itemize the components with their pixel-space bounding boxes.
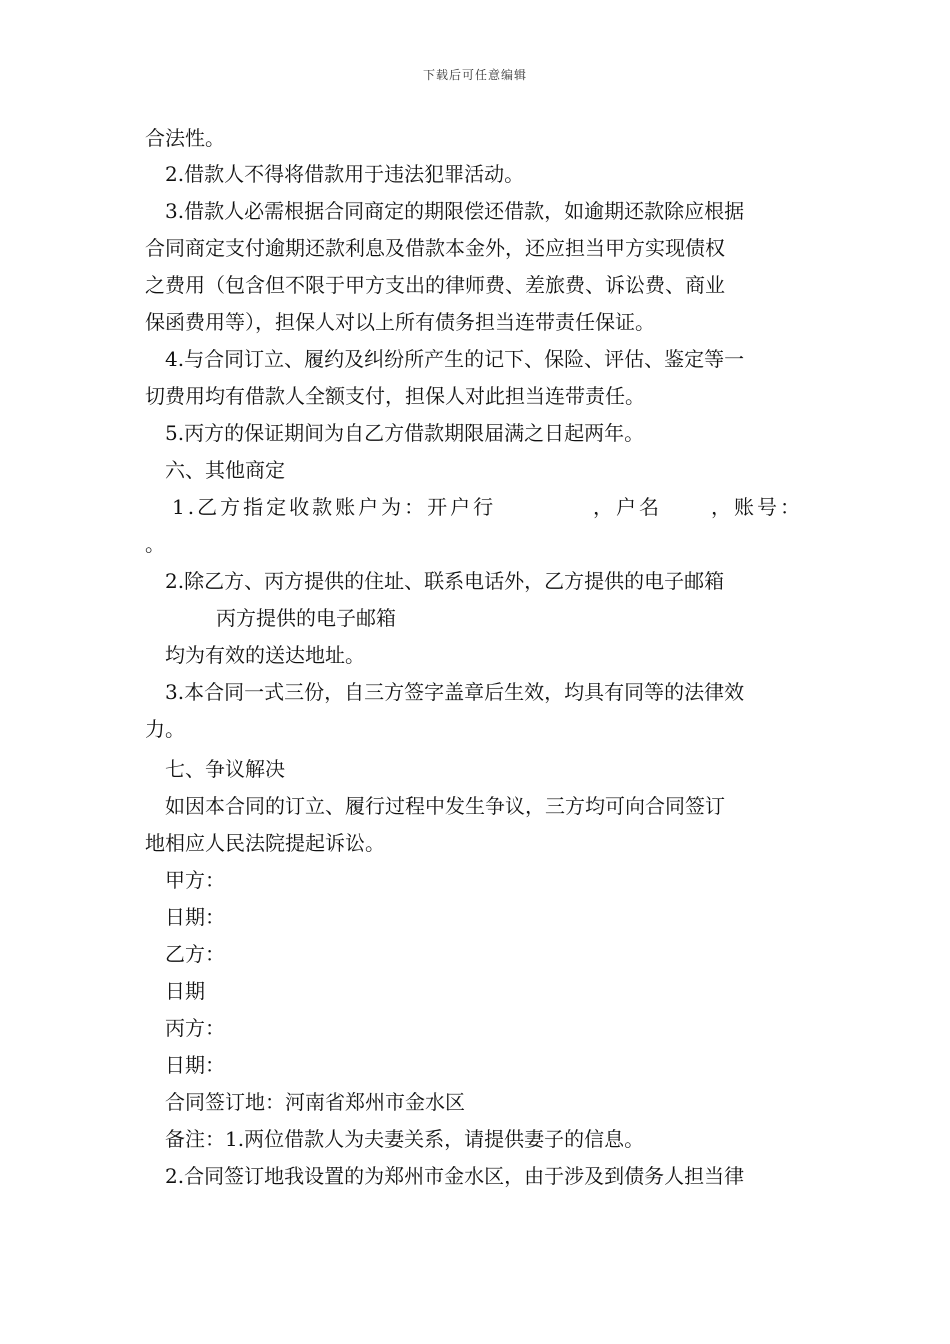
- text-line: 力。: [145, 717, 185, 741]
- signature-date: 日期：: [165, 905, 225, 929]
- text-line: 2.除乙方、丙方提供的住址、联系电话外，乙方提供的电子邮箱: [165, 569, 725, 593]
- text-line: 3.本合同一式三份，自三方签字盖章后生效，均具有同等的法律效: [165, 680, 745, 704]
- text-line: 均为有效的送达地址。: [165, 643, 365, 667]
- text-line: 切费用均有借款人全额支付，担保人对此担当连带责任。: [145, 384, 645, 408]
- text-line: 3.借款人必需根据合同商定的期限偿还借款，如逾期还款除应根据: [165, 199, 745, 223]
- signature-party-b: 乙方：: [165, 942, 225, 966]
- signing-place: 合同签订地：河南省郑州市金水区: [165, 1090, 465, 1114]
- text-line: 2.借款人不得将借款用于违法犯罪活动。: [165, 162, 525, 186]
- text-line: 5.丙方的保证期间为自乙方借款期限届满之日起两年。: [165, 421, 645, 445]
- section-heading: 六、其他商定: [165, 458, 285, 482]
- signature-date: 日期：: [165, 1053, 225, 1077]
- text-line: 合同商定支付逾期还款利息及借款本金外，还应担当甲方实现债权: [145, 236, 725, 260]
- text-line: 合法性。: [145, 126, 225, 150]
- text-line: 丙方提供的电子邮箱: [216, 606, 396, 630]
- signature-party-a: 甲方：: [165, 868, 225, 892]
- text-line: 4.与合同订立、履约及纠纷所产生的记下、保险、评估、鉴定等一: [165, 347, 745, 371]
- section-heading: 七、争议解决: [165, 757, 285, 781]
- text-line: 如因本合同的订立、履行过程中发生争议，三方均可向合同签订: [165, 794, 725, 818]
- text-line: 之费用（包含但不限于甲方支出的律师费、差旅费、诉讼费、商业: [145, 273, 725, 297]
- signature-date: 日期: [165, 979, 205, 1003]
- text-line: ，账号：: [711, 495, 803, 519]
- text-line: ，户名: [593, 495, 662, 519]
- signature-party-c: 丙方：: [165, 1016, 225, 1040]
- remark-line: 备注：1.两位借款人为夫妻关系，请提供妻子的信息。: [165, 1127, 645, 1151]
- remark-line: 2.合同签订地我设置的为郑州市金水区，由于涉及到债务人担当律: [165, 1164, 745, 1188]
- text-line: 保函费用等），担保人对以上所有债务担当连带责任保证。: [145, 310, 655, 334]
- header-note: 下载后可任意编辑: [422, 68, 527, 82]
- text-line: 地相应人民法院提起诉讼。: [145, 831, 385, 855]
- text-line: 。: [145, 532, 165, 556]
- text-line: 1.乙方指定收款账户为：开户行: [172, 495, 497, 519]
